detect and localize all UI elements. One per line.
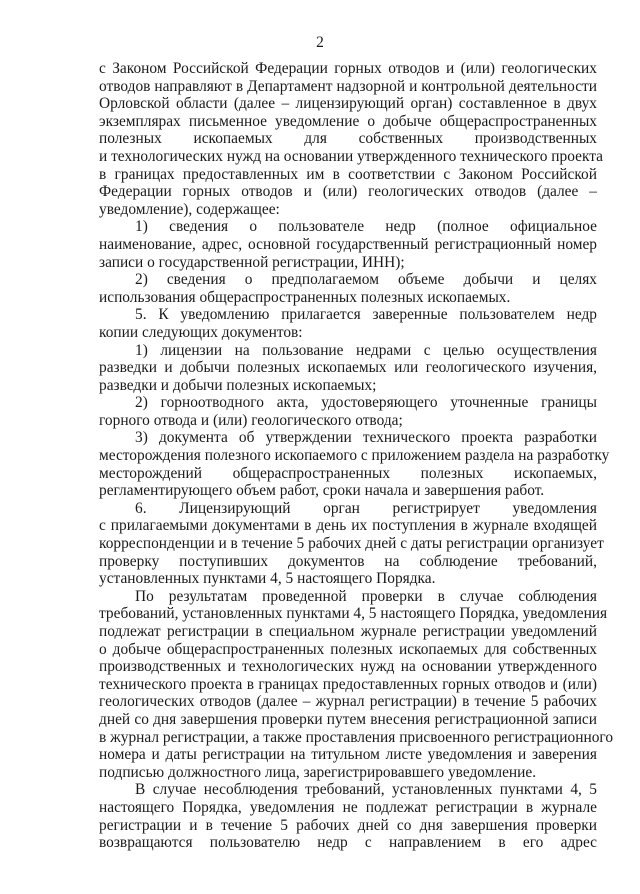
text-line: регламентирующего объем работ, сроки начала и завершения работ. — [99, 482, 545, 500]
text-line: дней со дня завершения проверки путем внесения регистрационной записи — [99, 710, 597, 728]
text-line: в журнал регистрации, а также проставления присвоенного регистрационного — [99, 728, 614, 746]
text-line: месторождений общераспространенных полезных ископаемых, — [99, 464, 597, 482]
text-line: наименование, адрес, основной государственный регистрационный номер — [99, 235, 597, 253]
text-line: и технологических нужд на основании утвержденного технического проекта — [99, 147, 603, 165]
text-line: записи о государственной регистрации, ИНН); — [99, 253, 405, 271]
text-line: По результатам проведенной проверки в случае соблюдения — [135, 587, 597, 605]
text-line: 6. Лицензирующий орган регистрирует уведомления — [135, 499, 597, 517]
text-line: копии следующих документов: — [99, 323, 303, 341]
text-line: технического проекта в границах предоставленных горных отводов и (или) — [99, 675, 597, 693]
text-line: установленных пунктами 4, 5 настоящего Порядка. — [99, 570, 436, 588]
text-line: корреспонденции и в течение 5 рабочих дней с даты регистрации организует — [99, 535, 604, 553]
text-line: 2) горноотводного акта, удостоверяющего уточненные границы — [135, 394, 597, 412]
text-line: геологических отводов (далее – журнал регистрации) в течение 5 рабочих — [99, 693, 597, 711]
page-number: 2 — [316, 34, 324, 51]
text-line: 1) сведения о пользователе недр (полное официальное — [135, 218, 597, 236]
text-line: горного отвода и (или) геологического отвода; — [99, 411, 403, 429]
text-line: разведки и добычи полезных ископаемых; — [99, 376, 377, 394]
text-line: разведки и добычи полезных ископаемых или геологического изучения, — [99, 359, 597, 377]
text-line: подписью должностного лица, зарегистрировавшего уведомление. — [99, 763, 537, 781]
text-line: в границах предоставленных им в соответствии с Законом Российской — [99, 165, 597, 183]
text-line: Орловской области (далее – лицензирующий орган) составленное в двух — [99, 95, 597, 113]
text-line: использования общераспространенных полезных ископаемых. — [99, 288, 511, 306]
text-line: номера и даты регистрации на титульном листе уведомления и заверения — [99, 746, 597, 764]
text-line: полезных ископаемых для собственных производственных — [99, 130, 597, 148]
document-body-text — [99, 60, 614, 852]
text-line: подлежат регистрации в специальном журнале регистрации уведомлений — [99, 623, 597, 640]
text-line: Федерации горных отводов и (или) геологических отводов (далее – — [99, 183, 597, 201]
text-line: уведомление), содержащее: — [99, 200, 280, 218]
text-line: 3) документа об утверждении технического проекта разработки — [135, 429, 597, 447]
text-line: производственных и технологических нужд на основании утвержденного — [99, 658, 597, 676]
text-line: отводов направляют в Департамент надзорной и контрольной деятельности — [99, 77, 597, 95]
text-line: В случае несоблюдения требований, установленных пунктами 4, 5 — [135, 781, 597, 799]
text-line: с Законом Российской Федерации горных отводов и (или) геологических — [99, 60, 597, 77]
text-line: экземплярах письменное уведомление о добыче общераспространенных — [99, 112, 597, 130]
text-line: регистрации и в течение 5 рабочих дней со дня завершения проверки — [99, 816, 597, 834]
text-line: проверку поступивших документов на соблюдение требований, — [99, 552, 597, 570]
text-line: о добыче общераспространенных полезных ископаемых для собственных — [99, 640, 597, 658]
text-line: настоящего Порядка, уведомления не подлежат регистрации в журнале — [99, 798, 597, 816]
text-line: 2) сведения о предполагаемом объеме добычи и целях — [135, 271, 597, 289]
text-line: месторождения полезного ископаемого с приложением раздела на разработку — [99, 447, 610, 465]
text-line: 5. К уведомлению прилагается заверенные пользователем недр — [135, 306, 597, 324]
text-line: 1) лицензии на пользование недрами с целью осуществления — [135, 341, 597, 359]
text-line: требований, установленных пунктами 4, 5 настоящего Порядка, уведомления — [99, 605, 608, 623]
text-line: возвращаются пользователю недр с направлением в его адрес — [99, 834, 597, 852]
text-line: с прилагаемыми документами в день их поступления в журнале входящей — [99, 517, 597, 535]
